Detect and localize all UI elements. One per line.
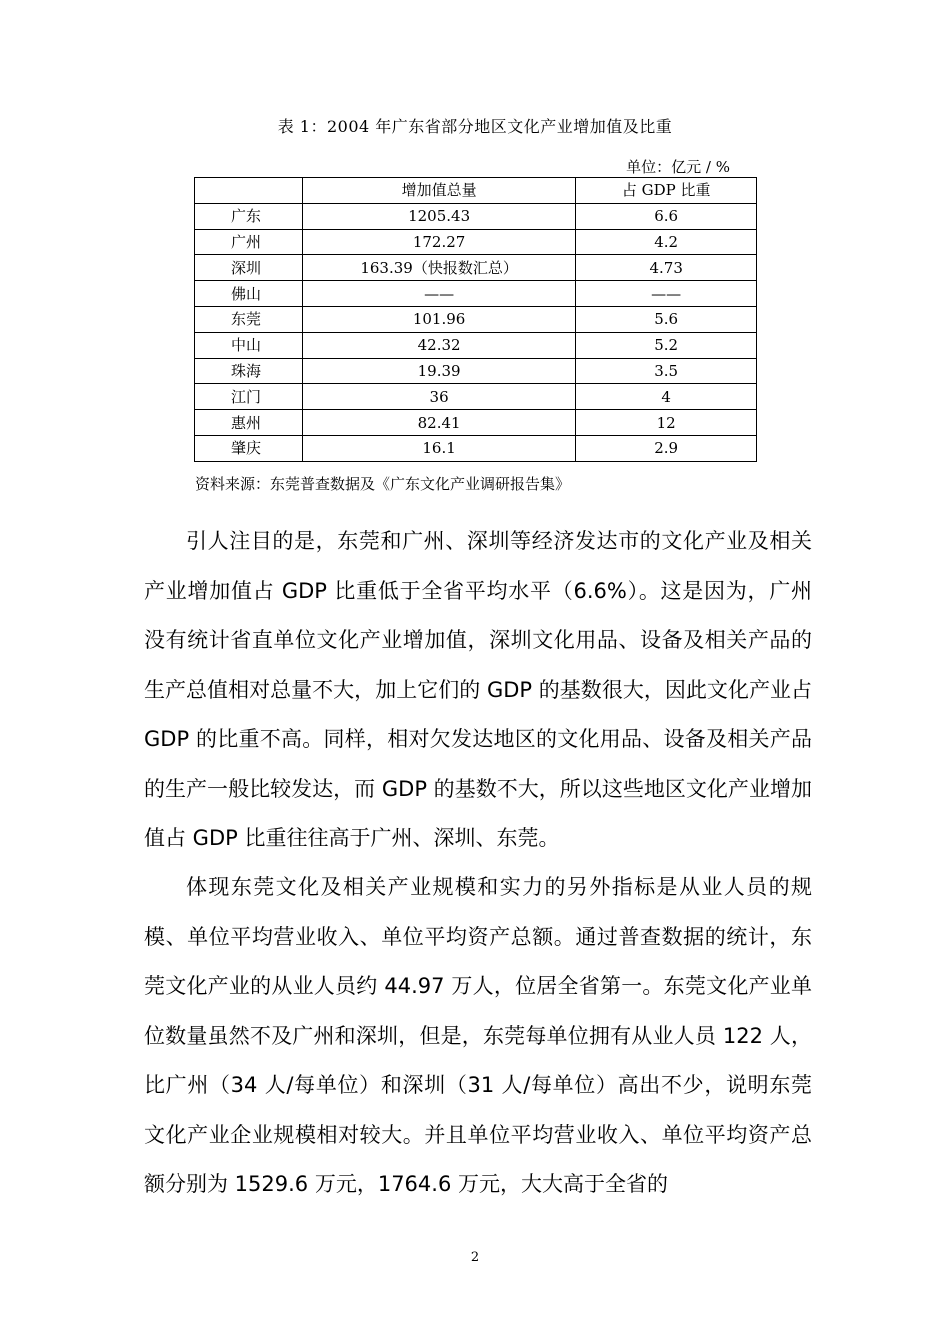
table-source-note: 资料来源：东莞普查数据及《广东文化产业调研报告集》 [195, 475, 571, 493]
table-row [195, 306, 757, 332]
value-cell: 1205.43 [302, 203, 575, 229]
region-cell: 东莞 [195, 306, 303, 332]
data-table [194, 177, 757, 462]
table-row [195, 358, 757, 384]
share-cell: —— [576, 281, 757, 307]
region-cell: 深圳 [195, 255, 303, 281]
table-row [195, 435, 757, 461]
value-cell: —— [302, 281, 575, 307]
share-cell: 5.2 [576, 332, 757, 358]
share-cell: 4 [576, 384, 757, 410]
share-cell: 3.5 [576, 358, 757, 384]
value-cell: 82.41 [302, 410, 575, 436]
region-cell: 佛山 [195, 281, 303, 307]
region-cell: 广州 [195, 229, 303, 255]
table-row [195, 410, 757, 436]
value-cell: 19.39 [302, 358, 575, 384]
share-cell: 6.6 [576, 203, 757, 229]
value-cell: 172.27 [302, 229, 575, 255]
table-row [195, 281, 757, 307]
share-cell: 4.73 [576, 255, 757, 281]
page-number: 2 [470, 1250, 480, 1265]
table-row [195, 255, 757, 281]
value-cell: 16.1 [302, 435, 575, 461]
share-cell: 5.6 [576, 306, 757, 332]
region-cell: 珠海 [195, 358, 303, 384]
header-value: 增加值总量 [302, 178, 575, 204]
header-region [195, 178, 303, 204]
share-cell: 12 [576, 410, 757, 436]
share-cell: 4.2 [576, 229, 757, 255]
share-cell: 2.9 [576, 435, 757, 461]
value-cell: 101.96 [302, 306, 575, 332]
region-cell: 江门 [195, 384, 303, 410]
value-cell: 163.39（快报数汇总） [302, 255, 575, 281]
region-cell: 惠州 [195, 410, 303, 436]
table-row [195, 229, 757, 255]
table-unit: 单位：亿元 / % [626, 158, 730, 176]
value-cell: 36 [302, 384, 575, 410]
body-paragraph: 引人注目的是，东莞和广州、深圳等经济发达市的文化产业及相关产业增加值占 GDP 比重低于全省平均水平（6.6%）。这是因为，广州没有统计省直单位文化产业增加值，深圳文化用品、设备及相关产品的生产总值相对总量不大，加上它们的 GDP 的基数很大，因此文化产业占 GDP 的比重不高。同样，相对欠发达地区的文化用品、设备及相关产品的生产一般比较发达，而 GDP 的基数不大，所以这些地区文化产业增加值占 GDP 比重往往高于广州、深圳、东莞。 [144, 529, 812, 850]
table-row [195, 332, 757, 358]
table-row [195, 203, 757, 229]
region-cell: 肇庆 [195, 435, 303, 461]
value-cell: 42.32 [302, 332, 575, 358]
header-share: 占 GDP 比重 [576, 178, 757, 204]
table-caption: 表 1：2004 年广东省部分地区文化产业增加值及比重 [277, 117, 673, 136]
body-paragraph: 体现东莞文化及相关产业规模和实力的另外指标是从业人员的规模、单位平均营业收入、单位平均资产总额。通过普查数据的统计，东莞文化产业的从业人员约 44.97 万人，位居全省第一。东莞文化产业单位数量虽然不及广州和深圳，但是，东莞每单位拥有从业人员 122 人，比广州（34 人/每单位）和深圳（31 人/每单位）高出不少，说明东莞文化产业企业规模相对较大。并且单位平均营业收入、单位平均资产总额分别为 1529.6 万元，1764.6 万元，大大高于全省的 [144, 875, 812, 1196]
table-row [195, 384, 757, 410]
region-cell: 中山 [195, 332, 303, 358]
region-cell: 广东 [195, 203, 303, 229]
table-header-row [195, 178, 757, 204]
